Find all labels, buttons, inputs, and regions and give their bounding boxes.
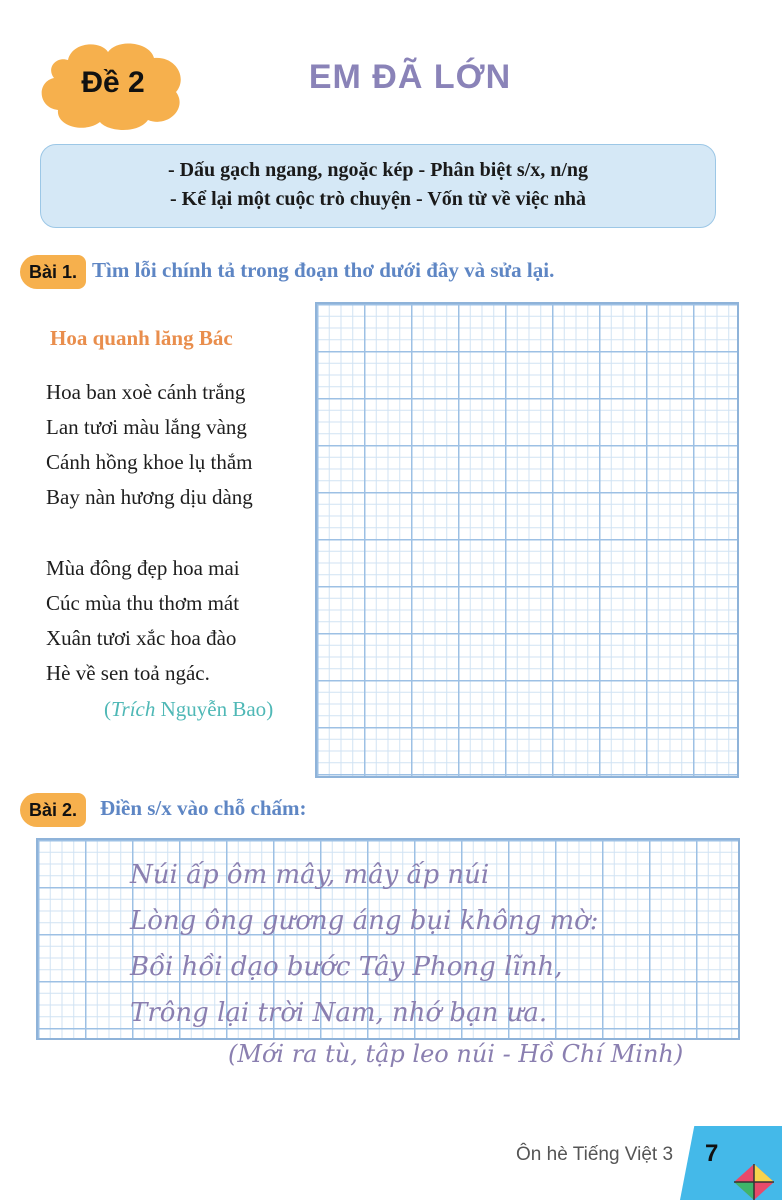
- lesson-badge: [38, 38, 188, 132]
- objectives-line-2: - Kể lại một cuộc trò chuyện - Vốn từ về việc nhà: [169, 188, 587, 210]
- source-prefix: Trích: [111, 697, 156, 721]
- poem-title: Hoa quanh lăng Bác: [50, 326, 233, 350]
- poem-line: Bay nàn hương dịu dàng: [46, 485, 253, 509]
- exercise-2-tag: Bài 2.: [20, 793, 86, 827]
- handwriting-line: Bồi hồi dạo bước Tây Phong lĩnh,: [130, 952, 563, 982]
- objectives-line-1: - Dấu gạch ngang, ngoặc kép - Phân biệt s/x, n/ng: [167, 159, 589, 181]
- source-author: Nguyễn Bao: [160, 697, 267, 721]
- poem-source: (Trích Nguyễn Bao): [104, 697, 274, 721]
- lesson-number: Đề 2: [81, 66, 145, 99]
- poem-line: Cánh hồng khoe lụ thắm: [46, 450, 253, 474]
- poem-line: Cúc mùa thu thơm mát: [46, 591, 240, 615]
- handwriting-line: Trông lại trời Nam, nhớ bạn ưa.: [130, 998, 548, 1028]
- exercise-2-instruction: Điền s/x vào chỗ chấm:: [100, 796, 307, 820]
- poem-line: Mùa đông đẹp hoa mai: [46, 556, 240, 580]
- book-title: Ôn hè Tiếng Việt 3: [516, 1144, 674, 1165]
- objectives-box: [40, 144, 716, 228]
- exercise-1-tag: Bài 1.: [20, 255, 86, 289]
- exercise-1-instruction: Tìm lỗi chính tả trong đoạn thơ dưới đây và sửa lại.: [92, 258, 555, 282]
- handwriting-line: Núi ấp ôm mây, mây ấp núi: [130, 860, 490, 890]
- handwriting-source: (Mới ra tù, tập leo núi - Hồ Chí Minh): [228, 1040, 684, 1068]
- poem-line: Lan tươi màu lắng vàng: [46, 415, 247, 439]
- page-title: EM ĐÃ LỚN: [308, 58, 512, 96]
- poem-line: Hoa ban xoè cánh trắng: [46, 380, 246, 404]
- poem-line: Xuân tươi xắc hoa đào: [46, 626, 237, 650]
- handwriting-line: Lòng ông gương áng bụi không mờ:: [130, 906, 599, 936]
- answer-grid[interactable]: [315, 302, 739, 778]
- poem-line: Hè về sen toả ngác.: [46, 661, 210, 685]
- kite-icon: [734, 1164, 774, 1200]
- page-number: 7: [705, 1140, 719, 1167]
